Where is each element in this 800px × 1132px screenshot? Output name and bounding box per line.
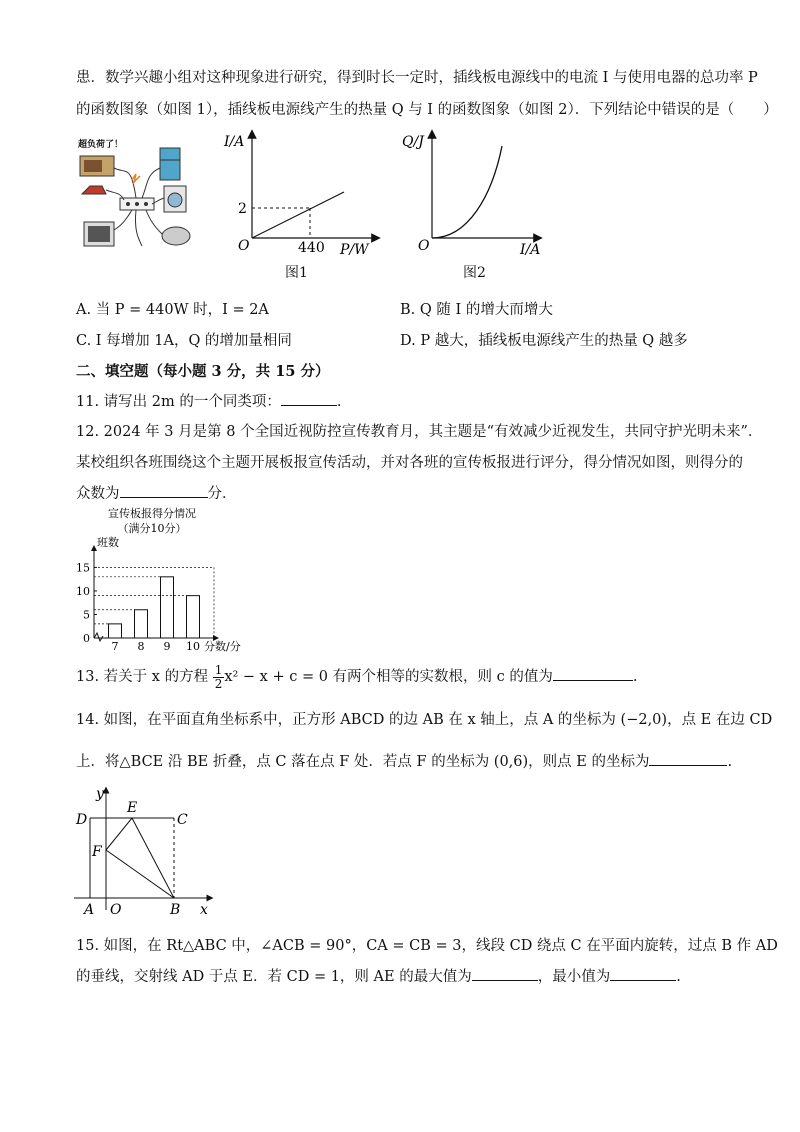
figure-2-graph [398,126,558,261]
q13-frac-num: 1 [214,662,223,677]
chart-plot [76,535,241,652]
q13-start: 13. 若关于 x 的方程 [76,669,209,685]
q14-figure-svg [70,784,220,920]
option-c: C. I 每增加 1A，Q 的增加量相同 [76,333,292,349]
q14-label-f: F [92,844,102,860]
q12-line-2: 某校组织各班围绕这个主题开展板报宣传活动，并对各班的宣传板报进行评分，得分情况如图，则得分的 [76,455,743,471]
q14-line-1: 14. 如图，在平面直角坐标系中，正方形 ABCD 的边 AB 在 x 轴上，点 A 的坐标为 (−2,0)，点 E 在边 CD [76,712,773,728]
q15-line2-mid: ，最小值为 [537,969,611,985]
chart-xtick-label: 7 [111,640,119,652]
chart-ytick-label: 0 [83,632,90,645]
q14-figure [70,784,220,920]
q14-end: . [727,754,733,770]
q14-label-o: O [110,902,122,918]
q14-label-x: x [200,902,208,918]
figure-2 [398,126,558,261]
option-a: A. 当 P = 440W 时，I = 2A [76,302,269,318]
fig2-ylabel: Q/J [402,134,424,150]
q13 [76,660,638,694]
q12-answer-blank [120,496,208,498]
overload-illustration [76,134,202,256]
chart-subtitle: （满分10分） [117,522,187,535]
fig2-xlabel: I/A [520,242,541,258]
q15-answer-blank-max [472,979,538,981]
q12-line-3 [76,482,237,503]
q11-end: . [336,394,342,410]
fig1-x-tick: 440 [298,240,325,256]
q15-line-2 [76,965,681,986]
section-2-title: 二、填空题（每小题 3 分，共 15 分） [76,363,330,380]
chart-bar [187,596,200,638]
bar-chart-svg [68,504,268,652]
q10-line-1: 患．数学兴趣小组对这种现象进行研究，得到时长一定时，插线板电源线中的电流 I 与使用电器的总功率 P [76,70,758,86]
chart-ylabel: 班数 [97,536,119,549]
q14-label-c: C [177,812,188,828]
q11 [76,390,341,411]
chart-xtick-label: 10 [186,640,200,652]
q12-line3-start: 众数为 [76,486,120,502]
bar-chart [68,504,268,652]
chart-ytick-label: 5 [83,608,90,622]
overload-label: 超负荷了！ [78,140,124,150]
chart-ytick-label: 10 [76,584,90,598]
fig1-y-tick: 2 [238,201,247,217]
fig2-curve [432,146,502,238]
chart-title: 宣传板报得分情况 [108,507,196,520]
overload-image [76,134,202,256]
fig1-ylabel: I/A [224,134,245,150]
fig2-origin: O [418,238,430,254]
q14-line2-text: 上．将△BCE 沿 BE 折叠，点 C 落在点 F 处．若点 F 的坐标为 (0,6)，则点 E 的坐标为 [76,754,650,770]
q14-line-2 [76,750,732,771]
fig1-origin: O [238,238,250,254]
q14-segment-ef [106,818,132,850]
q14-label-y: y [96,786,104,802]
q14-segment-fb [106,850,174,898]
q13-answer-blank [553,679,633,681]
fig1-data-line [252,192,344,238]
q12-line3-end: 分． [207,486,237,502]
figure-1 [214,126,384,261]
figure-1-graph [214,126,384,261]
q11-text: 11. 请写出 2m 的一个同类项： [76,394,281,410]
chart-bar [135,610,148,638]
option-b: B. Q 随 I 的增大而增大 [400,302,553,318]
q15-line-1: 15. 如图，在 Rt△ABC 中，∠ACB = 90°，CA = CB = 3，线段 CD 绕点 C 在平面内旋转，过点 B 作 AD [76,938,778,954]
q15-answer-blank-min [610,979,676,981]
q13-middle: x² − x + c = 0 有两个相等的实数根，则 c 的值为 [224,669,553,685]
fig1-caption: 图1 [285,265,308,281]
q11-answer-blank [281,404,337,406]
q15-line2-start: 的垂线，交射线 AD 于点 E．若 CD = 1，则 AE 的最大值为 [76,969,472,985]
q13-fraction [213,664,225,691]
q14-label-d: D [76,812,88,828]
chart-ytick-label: 15 [76,561,90,575]
q13-frac-den: 2 [214,676,223,691]
chart-axis-break [94,633,103,641]
chart-bar [109,624,122,638]
fig2-caption: 图2 [463,265,486,281]
option-d: D. P 越大，插线板电源线产生的热量 Q 越多 [400,333,688,349]
q14-label-a: A [84,902,95,918]
chart-xtick-label: 9 [163,640,171,652]
q10-line-2: 的函数图象（如图 1），插线板电源线产生的热量 Q 与 I 的函数图象（如图 2）．下列结论中错误的是（ ） [76,102,778,118]
q14-answer-blank [649,764,727,766]
q12-line-1: 12. 2024 年 3 月是第 8 个全国近视防控宣传教育月，其主题是“有效减少近视发生，共同守护光明未来”． [76,424,763,440]
q13-end: . [632,669,638,685]
chart-bar [161,577,174,638]
fig1-xlabel: P/W [340,242,369,258]
q15-line2-end: . [676,969,681,985]
q14-segment-eb [132,818,174,898]
chart-xlabel: 分数/分 [204,640,241,652]
q14-label-b: B [170,902,181,918]
q14-label-e: E [127,800,138,816]
chart-xtick-label: 8 [137,640,145,652]
